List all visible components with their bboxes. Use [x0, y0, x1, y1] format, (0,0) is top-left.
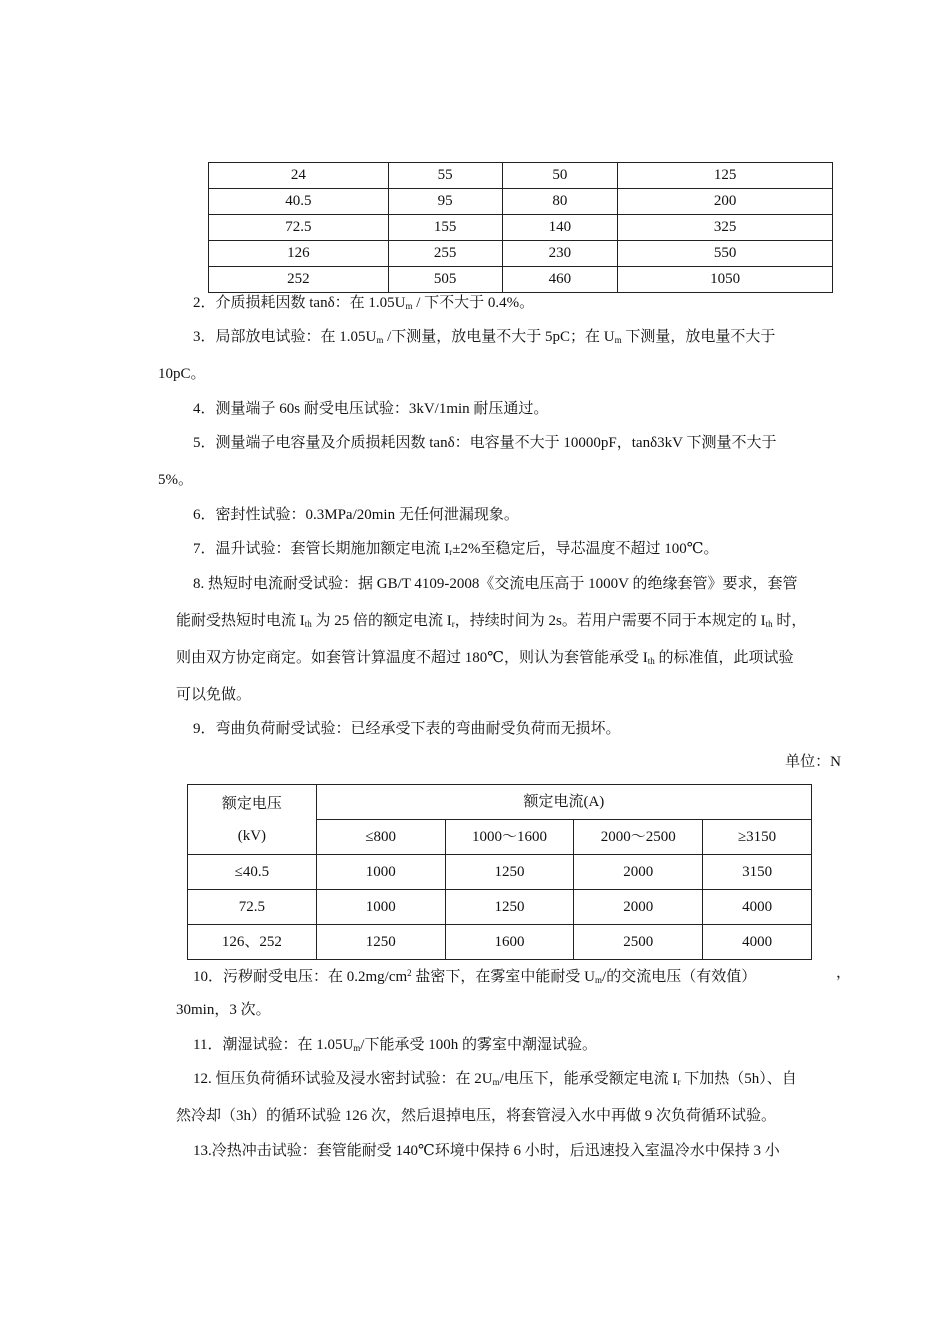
- table-header-row: [188, 785, 812, 820]
- table-row: [188, 855, 812, 890]
- table-cell: 4000: [703, 925, 812, 960]
- table-row: [188, 925, 812, 960]
- item-11-sub: m: [353, 1043, 361, 1053]
- table-cell: 1250: [316, 925, 445, 960]
- item-2-sub: m: [405, 301, 413, 311]
- item-3-continued: 10pC。: [158, 366, 206, 382]
- table-cell: 255: [388, 241, 502, 267]
- table-cell: 230: [502, 241, 618, 267]
- item-11-text-b: /下能承受 100h 的雾室中潮湿试验。: [360, 1037, 597, 1053]
- table-row: [209, 215, 833, 241]
- bending-load-table-body: [188, 785, 812, 960]
- table-cell: 140: [502, 215, 618, 241]
- item-8-line-3: [176, 648, 794, 671]
- item-8-l2-sub1: th: [304, 619, 312, 629]
- item-10-comma: ，: [836, 965, 852, 981]
- item-12-l1-c: 下加热（5h）、自: [680, 1071, 797, 1087]
- table-cell: 125: [618, 163, 833, 189]
- item-8-line-1: 8. 热短时电流耐受试验：据 GB/T 4109-2008《交流电压高于 1000V 的绝缘套管》要求，套管: [193, 576, 798, 592]
- item-8-l3-sub: th: [647, 656, 655, 666]
- item-10: [193, 963, 756, 990]
- item-3-sub2: m: [614, 335, 622, 345]
- item-7-sub: r: [449, 547, 453, 557]
- item-3: [193, 327, 775, 350]
- item-10-continued: 30min，3 次。: [176, 1002, 271, 1018]
- item-7-text-a: 7．温升试验：套管长期施加额定电流 I: [193, 541, 450, 557]
- item-10-text-a: 10．污秽耐受电压：在 0.2mg/cm: [193, 969, 408, 985]
- item-2: [193, 293, 534, 316]
- current-column-header: 1000～1600: [445, 820, 574, 855]
- table-cell: 50: [502, 163, 618, 189]
- unit-label: 单位：N: [785, 754, 841, 770]
- table-cell: 4000: [703, 890, 812, 925]
- item-12-l1-sub1: m: [492, 1077, 500, 1087]
- item-5-continued: 5%。: [158, 472, 193, 488]
- table-cell: 3150: [703, 855, 812, 890]
- item-8-l2-c: ，持续时间为 2s。若用户需要不同于本规定的 I: [454, 613, 766, 629]
- bending-load-table: [187, 784, 812, 960]
- item-11-text-a: 11．潮湿试验：在 1.05U: [193, 1037, 354, 1053]
- item-12-l1-a: 12. 恒压负荷循环试验及浸水密封试验：在 2U: [193, 1071, 493, 1087]
- table-cell: 55: [388, 163, 502, 189]
- table-cell: 325: [618, 215, 833, 241]
- item-8-l2-a: 能耐受热短时电流 I: [176, 613, 305, 629]
- table-cell: 2000: [574, 890, 703, 925]
- table-cell: 460: [502, 267, 618, 293]
- table-cell: 1000: [316, 890, 445, 925]
- table-cell: 1250: [445, 855, 574, 890]
- table-cell: 505: [388, 267, 502, 293]
- table-cell: 1600: [445, 925, 574, 960]
- voltage-header-cell: [188, 785, 317, 855]
- item-10-text-b: 盐密下，在雾室中能耐受 U: [411, 969, 596, 985]
- item-8-line-4: 可以免做。: [176, 687, 252, 703]
- item-10-sup: 2: [407, 968, 412, 978]
- table-row: [209, 241, 833, 267]
- item-13: 13.冷热冲击试验：套管能耐受 140℃环境中保持 6 小时，后迅速投入室温冷水中保持 3 小: [193, 1143, 780, 1159]
- table-cell: 200: [618, 189, 833, 215]
- table-cell: 2000: [574, 855, 703, 890]
- item-4: 4．测量端子 60s 耐受电压试验：3kV/1min 耐压通过。: [193, 401, 549, 417]
- item-8-l3-a: 则由双方协定商定。如套管计算温度不超过 180℃，则认为套管能承受 I: [176, 650, 648, 666]
- item-2-text: 2．介质损耗因数 tanδ：在 1.05U: [193, 295, 406, 311]
- item-3-text-b: /下测量，放电量不大于 5pC；在 U: [383, 329, 615, 345]
- item-12-line-2: 然冷却（3h）的循环试验 126 次，然后退掉电压，将套管浸入水中再做 9 次负荷循环试验。: [176, 1108, 777, 1124]
- item-7-text-b: ±2%至稳定后，导芯温度不超过 100℃。: [452, 541, 719, 557]
- table-row: [209, 163, 833, 189]
- item-8-l3-b: 的标准值，此项试验: [654, 650, 794, 666]
- table-cell: 126: [209, 241, 389, 267]
- table-cell: 2500: [574, 925, 703, 960]
- current-column-header: ≥3150: [703, 820, 812, 855]
- item-8-l2-d: 时，: [772, 613, 807, 629]
- table-cell: 126、252: [188, 925, 317, 960]
- item-6: 6．密封性试验：0.3MPa/20min 无任何泄漏现象。: [193, 507, 519, 523]
- item-5: 5．测量端子电容量及介质损耗因数 tanδ：电容量不大于 10000pF，tanδ3kV 下测量不大于: [193, 435, 777, 451]
- item-10-text-c: /: [602, 969, 607, 985]
- item-12-l1-sub2: r: [677, 1077, 681, 1087]
- table-row: [209, 189, 833, 215]
- item-3-sub1: m: [376, 335, 384, 345]
- table-cell: 550: [618, 241, 833, 267]
- item-3-text-a: 3．局部放电试验：在 1.05U: [193, 329, 377, 345]
- table-cell: 72.5: [188, 890, 317, 925]
- voltage-header-line-2: (kV): [237, 827, 267, 844]
- current-header-cell: 额定电流(A): [316, 785, 811, 820]
- item-10-text-d: 的交流电压（有效值）: [606, 969, 757, 985]
- table-row: [209, 267, 833, 293]
- table-row: [188, 890, 812, 925]
- table-cell: 80: [502, 189, 618, 215]
- table-cell: 1250: [445, 890, 574, 925]
- item-2-tail: / 下不大于 0.4%。: [412, 295, 535, 311]
- voltage-table: [208, 162, 833, 293]
- current-column-header: 2000～2500: [574, 820, 703, 855]
- item-12-line-1: [193, 1069, 797, 1092]
- table-cell: 72.5: [209, 215, 389, 241]
- table-cell: 95: [388, 189, 502, 215]
- item-8-l2-b: 为 25 倍的额定电流 I: [311, 613, 452, 629]
- table-cell: 24: [209, 163, 389, 189]
- table-cell: 1000: [316, 855, 445, 890]
- table-cell: 252: [209, 267, 389, 293]
- current-column-header: ≤800: [316, 820, 445, 855]
- item-11: [193, 1035, 597, 1058]
- item-8-l2-sub3: th: [765, 619, 773, 629]
- table-cell: ≤40.5: [188, 855, 317, 890]
- table-cell: 155: [388, 215, 502, 241]
- item-8-line-2: [176, 611, 806, 634]
- item-8-l2-sub2: r: [451, 619, 455, 629]
- voltage-header-line-1: 额定电压: [221, 795, 282, 812]
- item-9: 9．弯曲负荷耐受试验：已经承受下表的弯曲耐受负荷而无损坏。: [193, 721, 621, 737]
- item-12-l1-b: /电压下，能承受额定电流 I: [499, 1071, 678, 1087]
- voltage-table-body: [209, 163, 833, 293]
- table-cell: 1050: [618, 267, 833, 293]
- table-cell: 40.5: [209, 189, 389, 215]
- item-10-sub: m: [595, 975, 603, 985]
- item-3-text-c: 下测量，放电量不大于: [621, 329, 776, 345]
- item-7: [193, 539, 719, 562]
